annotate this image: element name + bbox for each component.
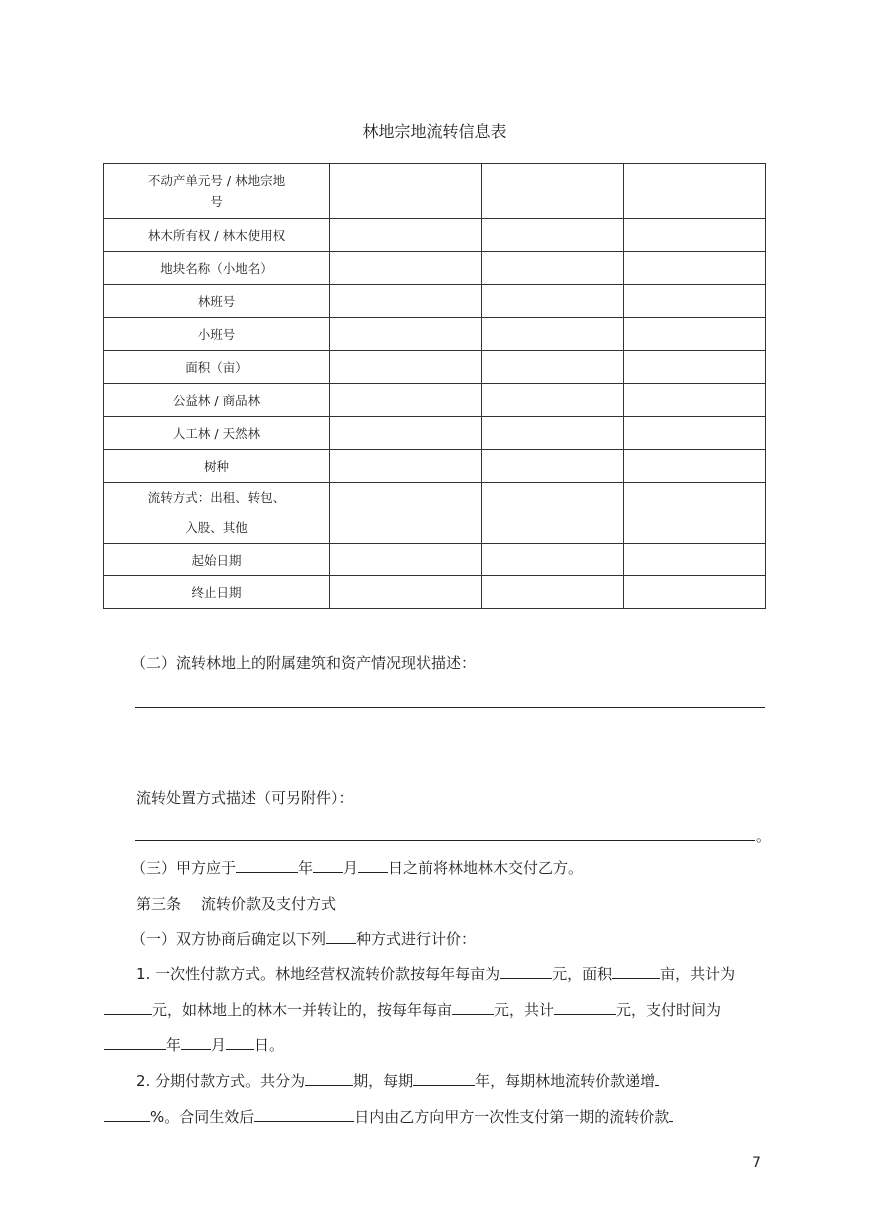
empty-cell bbox=[330, 544, 482, 576]
empty-cell bbox=[330, 219, 482, 252]
method2-line1: 2. 分期付款方式。共分为 期，每期 年，每期林地流转价款递增 bbox=[136, 1071, 659, 1091]
empty-cell bbox=[624, 384, 766, 417]
row-label: 小班号 bbox=[104, 318, 330, 351]
empty-cell bbox=[482, 285, 624, 318]
clause1-text: （一）双方协商后确定以下列 种方式进行计价： bbox=[131, 930, 477, 948]
empty-cell bbox=[482, 417, 624, 450]
row-label: 公益林 / 商品林 bbox=[104, 384, 330, 417]
table-row bbox=[104, 285, 766, 318]
method1-line2: 元，如林地上的林木一并转让的，按每年每亩 元，共计 元，支付时间为 bbox=[104, 1000, 721, 1020]
row-label: 林木所有权 / 林木使用权 bbox=[104, 219, 330, 252]
row-label: 面积（亩） bbox=[104, 351, 330, 384]
empty-cell bbox=[624, 576, 766, 609]
empty-cell bbox=[624, 164, 766, 219]
empty-cell bbox=[624, 351, 766, 384]
empty-cell bbox=[482, 450, 624, 483]
row-label: 流转方式：出租、转包、 入股、其他 bbox=[104, 483, 330, 544]
table-row bbox=[104, 483, 766, 544]
page-title: 林地宗地流转信息表 bbox=[362, 122, 507, 141]
transfer-info-table bbox=[103, 163, 766, 609]
empty-cell bbox=[330, 576, 482, 609]
empty-cell bbox=[624, 417, 766, 450]
empty-cell bbox=[624, 450, 766, 483]
empty-cell bbox=[482, 576, 624, 609]
method1-line3: 年 月 日。 bbox=[104, 1035, 284, 1055]
row-label: 不动产单元号 / 林地宗地 号 bbox=[104, 164, 330, 219]
table-row bbox=[104, 219, 766, 252]
empty-cell bbox=[330, 351, 482, 384]
row-label: 人工林 / 天然林 bbox=[104, 417, 330, 450]
table-row bbox=[104, 351, 766, 384]
year-blank bbox=[236, 858, 298, 873]
row-label: 地块名称（小地名） bbox=[104, 252, 330, 285]
empty-cell bbox=[482, 351, 624, 384]
row-label: 起始日期 bbox=[104, 544, 330, 576]
empty-cell bbox=[482, 384, 624, 417]
method2-line2: %。合同生效后 日内由乙方向甲方一次性支付第一期的流转价款 bbox=[104, 1107, 673, 1127]
description-line bbox=[135, 707, 765, 708]
disposal-period: 。 bbox=[756, 827, 772, 845]
empty-cell bbox=[330, 285, 482, 318]
month-blank bbox=[313, 858, 343, 873]
empty-cell bbox=[624, 285, 766, 318]
row-label: 林班号 bbox=[104, 285, 330, 318]
empty-cell bbox=[624, 483, 766, 544]
empty-cell bbox=[330, 450, 482, 483]
empty-cell bbox=[482, 483, 624, 544]
empty-cell bbox=[330, 384, 482, 417]
empty-cell bbox=[330, 252, 482, 285]
row-label: 终止日期 bbox=[104, 576, 330, 609]
empty-cell bbox=[624, 219, 766, 252]
empty-cell bbox=[330, 318, 482, 351]
table-row bbox=[104, 164, 766, 219]
row-label: 树种 bbox=[104, 450, 330, 483]
empty-cell bbox=[482, 164, 624, 219]
disposal-label: 流转处置方式描述（可另附件）： bbox=[136, 789, 354, 807]
article3-heading: 第三条 流转价款及支付方式 bbox=[136, 895, 337, 913]
empty-cell bbox=[624, 318, 766, 351]
table-row bbox=[104, 384, 766, 417]
table-row bbox=[104, 450, 766, 483]
table-row bbox=[104, 417, 766, 450]
table-row bbox=[104, 544, 766, 576]
empty-cell bbox=[482, 318, 624, 351]
section2-heading: （二）流转林地上的附属建筑和资产情况现状描述： bbox=[131, 654, 477, 672]
day-blank bbox=[358, 858, 388, 873]
section3-text: （三）甲方应于 年 月 日之前将林地林木交付乙方。 bbox=[131, 859, 584, 877]
empty-cell bbox=[482, 252, 624, 285]
empty-cell bbox=[482, 544, 624, 576]
empty-cell bbox=[482, 219, 624, 252]
empty-cell bbox=[624, 544, 766, 576]
empty-cell bbox=[330, 483, 482, 544]
method1-line1: 1. 一次性付款方式。林地经营权流转价款按每年每亩为 元，面积 亩，共计为 bbox=[136, 965, 736, 983]
method-count-blank bbox=[326, 929, 356, 944]
disposal-line bbox=[135, 840, 755, 841]
empty-cell bbox=[330, 417, 482, 450]
table-row bbox=[104, 576, 766, 609]
table-row bbox=[104, 318, 766, 351]
empty-cell bbox=[330, 164, 482, 219]
page-number: 7 bbox=[752, 1155, 761, 1171]
table-row bbox=[104, 252, 766, 285]
empty-cell bbox=[624, 252, 766, 285]
